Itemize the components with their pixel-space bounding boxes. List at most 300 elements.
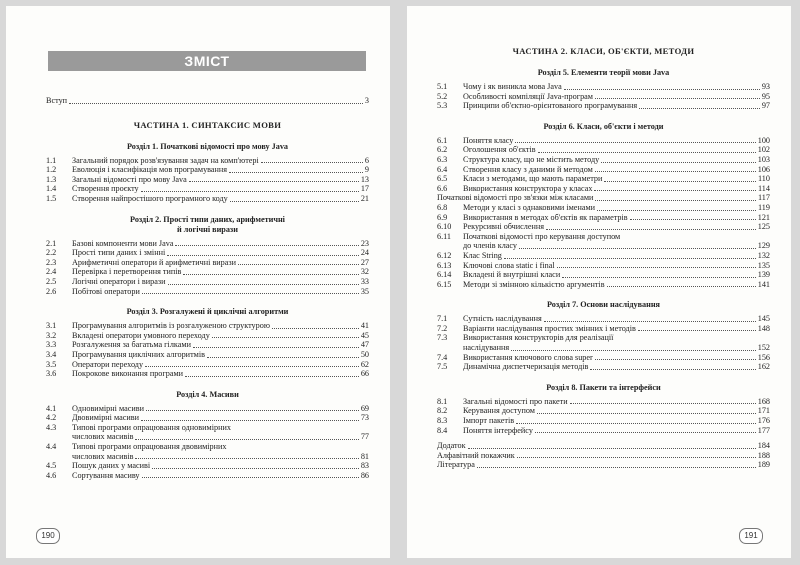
toc-entry[interactable] [437, 441, 770, 451]
toc-entry-page: 184 [757, 441, 770, 451]
toc-entry-number: 6.9 [437, 212, 448, 222]
toc-entry-page: 33 [360, 276, 369, 286]
toc-entry[interactable] [46, 239, 369, 249]
toc-entry-title: Побітові оператори [72, 286, 140, 296]
toc-entry[interactable] [46, 413, 369, 423]
toc-entry[interactable] [437, 270, 770, 280]
toc-entry[interactable] [46, 471, 369, 481]
toc-entry-page: 129 [757, 241, 770, 251]
dot-leader [183, 274, 358, 275]
toc-entry[interactable] [46, 423, 369, 433]
toc-entry-title: Загальні відомості про мову Java [72, 174, 187, 184]
toc-entry-number: 6.10 [437, 222, 452, 232]
toc-entry-title: Створення проєкту [72, 184, 139, 194]
toc-entry-number: 2.2 [46, 248, 57, 258]
toc-entry-title-cont: числових масивів [72, 432, 134, 442]
toc-entry[interactable] [46, 258, 369, 268]
dot-leader [141, 191, 359, 192]
dot-leader [595, 200, 756, 201]
toc-entry[interactable] [437, 184, 770, 194]
toc-entry-page: 35 [360, 286, 369, 296]
toc-entry-title: Розгалуження за багатьма гілками [72, 340, 191, 350]
toc-entry-title: Керування доступом [463, 406, 535, 416]
toc-entry-title: Додаток [437, 441, 466, 451]
toc-entry[interactable] [46, 156, 369, 166]
section-3-list [46, 321, 369, 379]
toc-entry[interactable] [46, 175, 369, 185]
toc-entry-title: Типові програми опрацювання одновимірних [72, 422, 231, 432]
toc-entry[interactable] [46, 331, 369, 341]
dot-leader [511, 350, 756, 351]
toc-entry[interactable] [437, 406, 770, 416]
toc-entry-title: Сутність наслідування [463, 314, 542, 324]
dot-leader [594, 190, 756, 191]
toc-entry-continuation[interactable] [46, 432, 369, 442]
toc-entry[interactable] [437, 155, 770, 165]
dot-leader [597, 210, 756, 211]
section-6-list [437, 136, 770, 290]
toc-entry-number: 6.8 [437, 202, 448, 212]
toc-entry-page: 50 [360, 349, 369, 359]
section-7-list [437, 314, 770, 372]
toc-entry[interactable] [437, 460, 770, 470]
toc-entry-number: 6.11 [437, 231, 452, 241]
toc-entry-page: 162 [757, 362, 770, 372]
toc-entry[interactable] [437, 203, 770, 213]
section-4-list [46, 404, 369, 481]
dot-leader [562, 277, 756, 278]
toc-entry-number: 8.4 [437, 425, 448, 435]
toc-entry-title: Поняття класу [463, 135, 514, 145]
toc-entry-page: 188 [757, 450, 770, 460]
toc-entry-page: 62 [360, 359, 369, 369]
section-2-heading-line1: Розділ 2. Прості типи даних, арифметичні [130, 214, 285, 224]
toc-entry-number: 8.1 [437, 396, 448, 406]
dot-leader [145, 366, 359, 367]
right-toc [437, 46, 770, 470]
right-page [407, 6, 791, 558]
toc-entry-number: 4.5 [46, 461, 57, 471]
toc-entry-number: 8.3 [437, 416, 448, 426]
dot-leader [142, 477, 359, 478]
section-6-heading: Розділ 6. Класи, об'єкти і методи [543, 121, 664, 131]
dot-leader [152, 468, 359, 469]
toc-entry-page: 21 [360, 193, 369, 203]
toc-entry-title: Використання конструктора у класах [463, 183, 593, 193]
dot-leader [517, 457, 756, 458]
dot-leader [595, 359, 756, 360]
toc-entry-number: 5.2 [437, 91, 448, 101]
toc-entry-page: 156 [757, 352, 770, 362]
toc-entry-number: 3.2 [46, 330, 57, 340]
toc-entry-number: 1.5 [46, 193, 57, 203]
toc-entry-number: 6.1 [437, 135, 448, 145]
toc-entry-page: 139 [757, 270, 770, 280]
toc-entry[interactable] [437, 145, 770, 155]
toc-entry[interactable] [437, 82, 770, 92]
toc-entry-page: 73 [360, 413, 369, 423]
dot-leader [546, 229, 756, 230]
toc-entry-number: 6.6 [437, 183, 448, 193]
dot-leader [468, 448, 756, 449]
section-2-heading-line2: й логічні вирази [177, 224, 238, 234]
toc-entry-title: Програмування алгоритмів із розгалуженою структурою [72, 321, 270, 331]
toc-entry-continuation[interactable] [437, 343, 770, 353]
toc-entry[interactable] [46, 321, 369, 331]
dot-leader [564, 89, 760, 90]
toc-entry-number: 6.15 [437, 279, 452, 289]
toc-entry-title-cont: наслідування [463, 343, 510, 353]
dot-leader [207, 357, 359, 358]
part-1-heading: ЧАСТИНА 1. СИНТАКСИС МОВИ [133, 119, 282, 130]
toc-entry[interactable] [437, 193, 770, 203]
toc-entry-title: Оператори переходу [72, 359, 144, 369]
toc-entry-page: 3 [364, 96, 369, 105]
toc-entry-page: 103 [757, 154, 770, 164]
toc-entry-title: Загальні відомості про пакети [463, 396, 568, 406]
toc-entry-page: 81 [360, 451, 369, 461]
toc-entry-page: 119 [758, 202, 770, 212]
dot-leader [141, 420, 359, 421]
toc-entry-title: Оголошення об'єктів [463, 145, 536, 155]
toc-entry[interactable] [437, 362, 770, 372]
toc-entry[interactable] [437, 314, 770, 324]
toc-entry-title: Покрокове виконання програми [72, 369, 184, 379]
toc-entry-title: Арифметичні оператори й арифметичні вирази [72, 257, 237, 267]
dot-leader [590, 369, 755, 370]
dot-leader [272, 328, 359, 329]
toc-entry-title: Початкові відомості про керування доступом [463, 231, 621, 241]
toc-entry[interactable] [437, 136, 770, 146]
toc-entry[interactable] [437, 251, 770, 261]
toc-entry-number: 7.3 [437, 333, 448, 343]
toc-entry[interactable] [437, 213, 770, 223]
page-number-left: 190 [36, 528, 60, 544]
toc-entry-number: 7.5 [437, 362, 448, 372]
toc-entry-number: 4.3 [46, 422, 57, 432]
toc-entry[interactable] [46, 360, 369, 370]
toc-entry-page: 97 [761, 101, 770, 111]
toc-entry-number: 7.4 [437, 352, 448, 362]
toc-entry-page: 6 [364, 155, 369, 165]
toc-entry[interactable] [437, 232, 770, 242]
section-1-heading: Розділ 1. Початкові відомості про мову Java [126, 141, 289, 151]
toc-entry-title: Варіанти наслідування простих змінних і методів [463, 323, 636, 333]
toc-entry-continuation[interactable] [437, 241, 770, 251]
section-5-heading: Розділ 5. Елементи теорії мови Java [537, 68, 670, 77]
toc-entry-page: 145 [757, 314, 770, 324]
toc-entry-page: 24 [360, 248, 369, 258]
toc-entry[interactable] [437, 324, 770, 334]
toc-entry-page: 47 [360, 340, 369, 350]
toc-entry-title: Динамічна диспетчеризація методів [463, 362, 589, 372]
toc-entry-number: 6.4 [437, 164, 448, 174]
section-3-heading: Розділ 3. Розгалужені й циклічні алгоритми [126, 307, 289, 317]
toc-entry-title: Одновимірні масиви [72, 403, 144, 413]
dot-leader [538, 152, 756, 153]
toc-entry-page: 189 [757, 460, 770, 470]
toc-entry-title: Структура класу, що не містить методу [463, 154, 600, 164]
toc-entry-title-cont: до членів класу [463, 241, 518, 251]
toc-entry-page: 171 [757, 406, 770, 416]
toc-entry[interactable] [46, 194, 369, 204]
toc-entry-number: 3.5 [46, 359, 57, 369]
toc-entry-page: 177 [757, 425, 770, 435]
dot-leader [519, 248, 756, 249]
toc-entry-page: 77 [360, 432, 369, 442]
dot-leader [630, 219, 756, 220]
toc-entry-number: 1.2 [46, 165, 57, 175]
dot-leader [175, 245, 358, 246]
toc-entry-page: 110 [758, 174, 770, 184]
toc-entry-page: 148 [757, 323, 770, 333]
toc-entry-continuation[interactable] [46, 452, 369, 462]
toc-entry-page: 32 [360, 267, 369, 277]
toc-entry-number: 7.2 [437, 323, 448, 333]
toc-entry-number: 1.1 [46, 155, 57, 165]
dot-leader [537, 413, 756, 414]
toc-entry[interactable] [46, 442, 369, 452]
toc-entry-number: 6.3 [437, 154, 448, 164]
toc-entry-title: Особливості компіляції Java-програм [463, 91, 593, 101]
section-2-list [46, 239, 369, 297]
toc-entry-page: 86 [360, 470, 369, 480]
section-2-heading [46, 215, 369, 235]
toc-entry-page: 176 [757, 416, 770, 426]
toc-entry[interactable] [437, 333, 770, 343]
toc-entry[interactable] [437, 101, 770, 111]
toc-entry-title: Створення найпростішого програмного коду [72, 193, 228, 203]
toc-entry-title: Чому і як виникла мова Java [463, 82, 562, 91]
toc-entry[interactable] [46, 287, 369, 297]
page-number-right: 191 [739, 528, 763, 544]
dot-leader [230, 201, 359, 202]
toc-entry-title: Типові програми опрацювання двовимірних [72, 442, 227, 452]
toc-entry-page: 132 [757, 250, 770, 260]
toc-entry-page: 23 [360, 238, 369, 248]
dot-leader [544, 321, 756, 322]
toc-entry-page: 152 [757, 343, 770, 353]
dot-leader [69, 103, 363, 104]
toc-entry-page: 114 [758, 183, 770, 193]
section-8-heading: Розділ 8. Пакети та інтерфейси [546, 382, 661, 392]
toc-entry-number: 3.1 [46, 321, 57, 331]
toc-entry-title: Імпорт пакетів [463, 416, 515, 426]
toc-entry[interactable] [46, 369, 369, 379]
toc-entry-number: 2.6 [46, 286, 57, 296]
toc-entry-page: 117 [758, 193, 770, 203]
dot-leader [212, 337, 359, 338]
toc-entry-title: Вкладені оператори умовного переходу [72, 330, 210, 340]
toc-entry[interactable] [437, 353, 770, 363]
toc-entry-page: 95 [761, 91, 770, 101]
toc-entry-number: 4.6 [46, 470, 57, 480]
dot-leader [601, 162, 755, 163]
toc-entry[interactable] [437, 222, 770, 232]
toc-entry[interactable] [437, 280, 770, 290]
toc-entry-title: Методи зі змінною кількістю аргументів [463, 279, 605, 289]
toc-entry[interactable] [46, 461, 369, 471]
toc-entry-title: Програмування циклічних алгоритмів [72, 349, 205, 359]
dot-leader [261, 162, 363, 163]
contents-banner: ЗМІСТ [48, 51, 366, 71]
toc-entry-title: Принципи об'єктно-орієнтованого програмування [463, 101, 638, 111]
toc-entry-title: Методи у класі з однаковими іменами [463, 202, 596, 212]
toc-entry-number: 8.2 [437, 406, 448, 416]
toc-entry[interactable] [437, 92, 770, 102]
dot-leader [146, 410, 359, 411]
toc-entry-title: Поняття інтерфейсу [463, 425, 533, 435]
dot-leader [639, 108, 760, 109]
dot-leader [238, 264, 359, 265]
dot-leader [142, 293, 359, 294]
toc-entry-page: 41 [360, 321, 369, 331]
dot-leader [504, 258, 756, 259]
toc-entry-title: Пошук даних у масиві [72, 461, 151, 471]
toc-entry-number: 6.13 [437, 260, 452, 270]
toc-entry-number: 2.3 [46, 257, 57, 267]
dot-leader [638, 330, 756, 331]
toc-entry-title: Двовимірні масиви [72, 413, 140, 423]
toc-entry-number: 4.2 [46, 413, 57, 423]
toc-entry[interactable] [46, 165, 369, 175]
toc-entry-title-cont: числових масивів [72, 451, 134, 461]
toc-entry-page: 69 [360, 403, 369, 413]
toc-entry-page: 141 [757, 279, 770, 289]
dot-leader [515, 142, 755, 143]
toc-entry[interactable] [46, 404, 369, 414]
toc-entry-number: 2.4 [46, 267, 57, 277]
toc-entry-title: Клас String [463, 250, 502, 260]
toc-entry-title: Алфавітний покажчик [437, 450, 515, 460]
toc-entry-number: 3.3 [46, 340, 57, 350]
toc-entry-number: 5.3 [437, 101, 448, 111]
section-1-list [46, 156, 369, 204]
dot-leader [193, 347, 359, 348]
toc-entry-page: 106 [757, 164, 770, 174]
dot-leader [604, 181, 756, 182]
section-8-list [437, 397, 770, 435]
toc-entry-page: 102 [757, 145, 770, 155]
toc-entry-number: 2.1 [46, 238, 57, 248]
toc-entry-page: 121 [757, 212, 770, 222]
section-5-list [437, 82, 770, 111]
toc-entry-title: Прості типи даних і змінні [72, 248, 166, 258]
toc-entry-page: 9 [364, 165, 369, 175]
toc-entry[interactable] [46, 267, 369, 277]
toc-entry-page: 135 [757, 260, 770, 270]
toc-entry-title: Логічні оператори і вирази [72, 276, 166, 286]
dot-leader [535, 432, 756, 433]
toc-entry-page: 125 [757, 222, 770, 232]
toc-entry[interactable] [46, 184, 369, 194]
toc-entry-page: 27 [360, 257, 369, 267]
toc-entry-title: Перевірка і перетворення типів [72, 267, 182, 277]
toc-entry-title: Загальний порядок розв'язування задач на комп'ютері [72, 155, 259, 165]
toc-entry[interactable] [437, 261, 770, 271]
toc-entry-title: Вкладені й внутрішні класи [463, 270, 561, 280]
toc-entry-number: 6.2 [437, 145, 448, 155]
toc-entry-page: 168 [757, 396, 770, 406]
dot-leader [229, 172, 363, 173]
toc-entry-title: Вступ [46, 96, 68, 105]
toc-entry-number: 7.1 [437, 314, 448, 324]
toc-entry[interactable] [437, 451, 770, 461]
toc-entry-page: 93 [761, 82, 770, 91]
left-page [6, 6, 390, 558]
toc-entry-title: Використання конструкторів для реалізації [463, 333, 614, 343]
toc-entry-intro[interactable] [46, 96, 369, 106]
toc-entry-title: Ключові слова static і final [463, 260, 555, 270]
toc-entry-page: 100 [757, 135, 770, 145]
toc-entry-title: Сортування масиву [72, 470, 140, 480]
toc-entry-number: 1.3 [46, 174, 57, 184]
dot-leader [185, 376, 359, 377]
toc-entry-title: Еволюція і класифікація мов програмування [72, 165, 228, 175]
dot-leader [135, 458, 358, 459]
toc-entry-title: Створення класу з даними й методом [463, 164, 593, 174]
toc-entry-number: 3.6 [46, 369, 57, 379]
toc-entry[interactable] [437, 426, 770, 436]
toc-entry-title: Класи з методами, що мають параметри [463, 174, 603, 184]
toc-entry-page: 17 [360, 184, 369, 194]
toc-entry-page: 83 [360, 461, 369, 471]
toc-entry-title: Початкові відомості про зв'язки між класами [437, 193, 594, 203]
toc-entry-title: Рекурсивні обчислення [463, 222, 545, 232]
dot-leader [135, 439, 358, 440]
toc-entry[interactable] [437, 165, 770, 175]
dot-leader [595, 98, 760, 99]
dot-leader [595, 171, 756, 172]
part-2-heading: ЧАСТИНА 2. КЛАСИ, ОБ'ЄКТИ, МЕТОДИ [512, 46, 695, 56]
dot-leader [607, 286, 756, 287]
toc-entry[interactable] [46, 248, 369, 258]
dot-leader [557, 267, 756, 268]
toc-entry[interactable] [46, 277, 369, 287]
toc-entry[interactable] [46, 350, 369, 360]
toc-entry-number: 5.1 [437, 82, 448, 91]
dot-leader [570, 403, 756, 404]
section-4-heading: Розділ 4. Масиви [176, 389, 239, 399]
toc-entry-number: 4.4 [46, 442, 57, 452]
toc-entry[interactable] [437, 416, 770, 426]
toc-entry-title: Використання ключового слова super [463, 352, 593, 362]
toc-entry-number: 1.4 [46, 184, 57, 194]
toc-entry-number: 3.4 [46, 349, 57, 359]
dot-leader [516, 423, 756, 424]
appendix-list [437, 441, 770, 470]
dot-leader [167, 255, 359, 256]
toc-entry-title: Література [437, 460, 475, 470]
toc-entry-page: 13 [360, 174, 369, 184]
toc-entry-number: 6.14 [437, 270, 452, 280]
dot-leader [168, 284, 359, 285]
toc-entry-number: 6.12 [437, 250, 452, 260]
toc-entry[interactable] [437, 174, 770, 184]
toc-entry[interactable] [46, 340, 369, 350]
dot-leader [189, 181, 359, 182]
left-toc [46, 96, 369, 480]
toc-entry[interactable] [437, 397, 770, 407]
section-7-heading: Розділ 7. Основи наслідування [546, 300, 660, 310]
toc-entry-number: 4.1 [46, 403, 57, 413]
toc-entry-title: Базові компоненти мови Java [72, 238, 174, 248]
dot-leader [477, 467, 756, 468]
toc-entry-title: Використання в методах об'єктів як параметрів [463, 212, 628, 222]
toc-entry-page: 45 [360, 330, 369, 340]
toc-entry-number: 6.5 [437, 174, 448, 184]
toc-entry-number: 2.5 [46, 276, 57, 286]
